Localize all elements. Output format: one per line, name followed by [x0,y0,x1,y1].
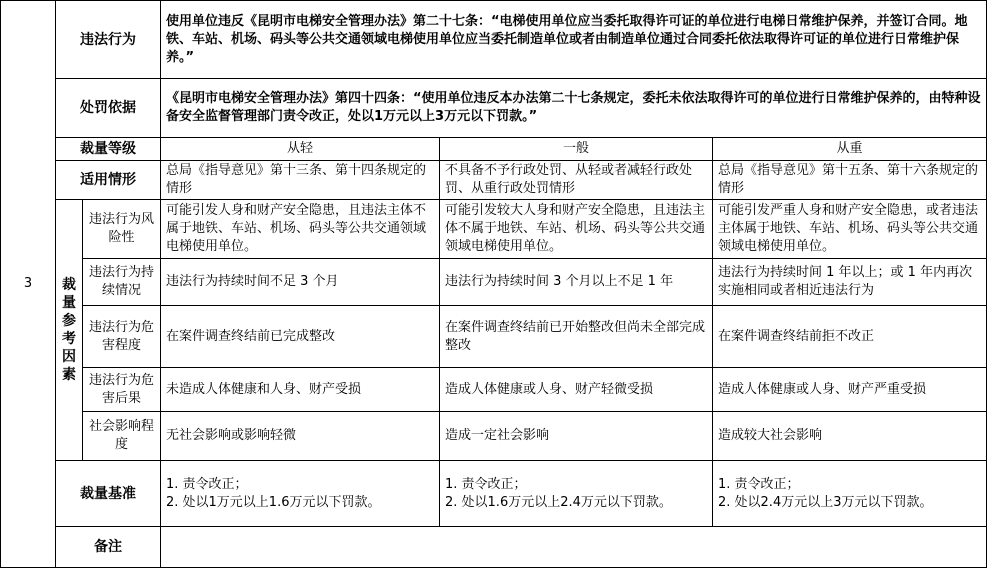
basis-normal-line-1: 1. 责令改正； [445,476,527,492]
factor-row [1,368,987,412]
factors-label-text: 裁量参考因素 [62,277,76,383]
basis-light-line-1: 1. 责令改正； [166,476,248,492]
basis-normal [440,461,713,527]
basis-heavy-line-1: 1. 责令改正； [718,476,800,492]
basis-row [1,461,987,527]
applicable-row [1,161,987,200]
remark-label: 备注 [56,527,161,568]
factor-name-social: 社会影响程度 [83,412,161,461]
factor-name-harm-degree: 违法行为危害程度 [83,306,161,368]
factor-row [1,412,987,461]
grade-label: 裁量等级 [56,138,161,161]
factor-consequence-heavy: 造成人体健康或人身、财产严重受损 [713,368,987,412]
grade-light: 从轻 [161,138,440,161]
factor-name-consequence: 违法行为危害后果 [83,368,161,412]
factor-harm-degree-light: 在案件调查终结前已完成整改 [161,306,440,368]
remark-row [1,527,987,568]
applicable-light: 总局《指导意见》第十三条、第十四条规定的情形 [161,161,440,200]
penalty-text: 《昆明市电梯安全管理办法》第四十四条：“使用单位违反本办法第二十七条规定，委托未依法取得许可的单位进行日常维护保养的，由特种设备安全监督管理部门责令改正，处以1万元以上3万元以下罚款。” [161,79,987,138]
basis-label: 裁量基准 [56,461,161,527]
grade-heavy: 从重 [713,138,987,161]
factor-social-light: 无社会影响或影响轻微 [161,412,440,461]
factor-risk-light: 可能引发人身和财产安全隐患，且违法主体不属于地铁、车站、机场、码头等公共交通领域电梯使用单位。 [161,200,440,259]
violation-label: 违法行为 [56,1,161,79]
factor-risk-normal: 可能引发较大人身和财产安全隐患，且违法主体不属于地铁、车站、机场、码头等公共交通领域电梯使用单位。 [440,200,713,259]
factor-social-normal: 造成一定社会影响 [440,412,713,461]
factor-name-duration: 违法行为持续情况 [83,259,161,306]
applicable-normal: 不具备不予行政处罚、从轻或者减轻行政处罚、从重行政处罚情形 [440,161,713,200]
basis-light [161,461,440,527]
applicable-label: 适用情形 [56,161,161,200]
grade-row [1,138,987,161]
item-index: 3 [1,1,56,568]
factor-duration-light: 违法行为持续时间不足 3 个月 [161,259,440,306]
factor-harm-degree-normal: 在案件调查终结前已开始整改但尚未全部完成整改 [440,306,713,368]
factor-name-risk: 违法行为风险性 [83,200,161,259]
factor-risk-heavy: 可能引发严重人身和财产安全隐患，或者违法主体属于地铁、车站、机场、码头等公共交通领域电梯使用单位。 [713,200,987,259]
penalty-row [1,79,987,138]
basis-normal-line-2: 2. 处以1.6万元以上2.4万元以下罚款。 [445,494,672,510]
remark-text [161,527,987,568]
factor-row [1,306,987,368]
basis-heavy-line-2: 2. 处以2.4万元以上3万元以下罚款。 [718,494,933,510]
factor-duration-heavy: 违法行为持续时间 1 年以上；或 1 年内再次实施相同或者相近违法行为 [713,259,987,306]
factor-consequence-normal: 造成人体健康或人身、财产轻微受损 [440,368,713,412]
penalty-label: 处罚依据 [56,79,161,138]
factor-harm-degree-heavy: 在案件调查终结前拒不改正 [713,306,987,368]
factor-row [1,259,987,306]
factor-social-heavy: 造成较大社会影响 [713,412,987,461]
basis-heavy [713,461,987,527]
applicable-heavy: 总局《指导意见》第十五条、第十六条规定的情形 [713,161,987,200]
violation-text: 使用单位违反《昆明市电梯安全管理办法》第二十七条：“电梯使用单位应当委托取得许可证的单位进行电梯日常维护保养，并签订合同。地铁、车站、机场、码头等公共交通领域电梯使用单位应当委托制造单位或者由制造单位通过合同委托依法取得许可证的单位进行日常维护保养。” [161,1,987,79]
factor-consequence-light: 未造成人体健康和人身、财产受损 [161,368,440,412]
grade-normal: 一般 [440,138,713,161]
violation-row [1,1,987,79]
factor-duration-normal: 违法行为持续时间 3 个月以上不足 1 年 [440,259,713,306]
factors-label [56,200,83,461]
basis-light-line-2: 2. 处以1万元以上1.6万元以下罚款。 [166,494,381,510]
factor-row [1,200,987,259]
